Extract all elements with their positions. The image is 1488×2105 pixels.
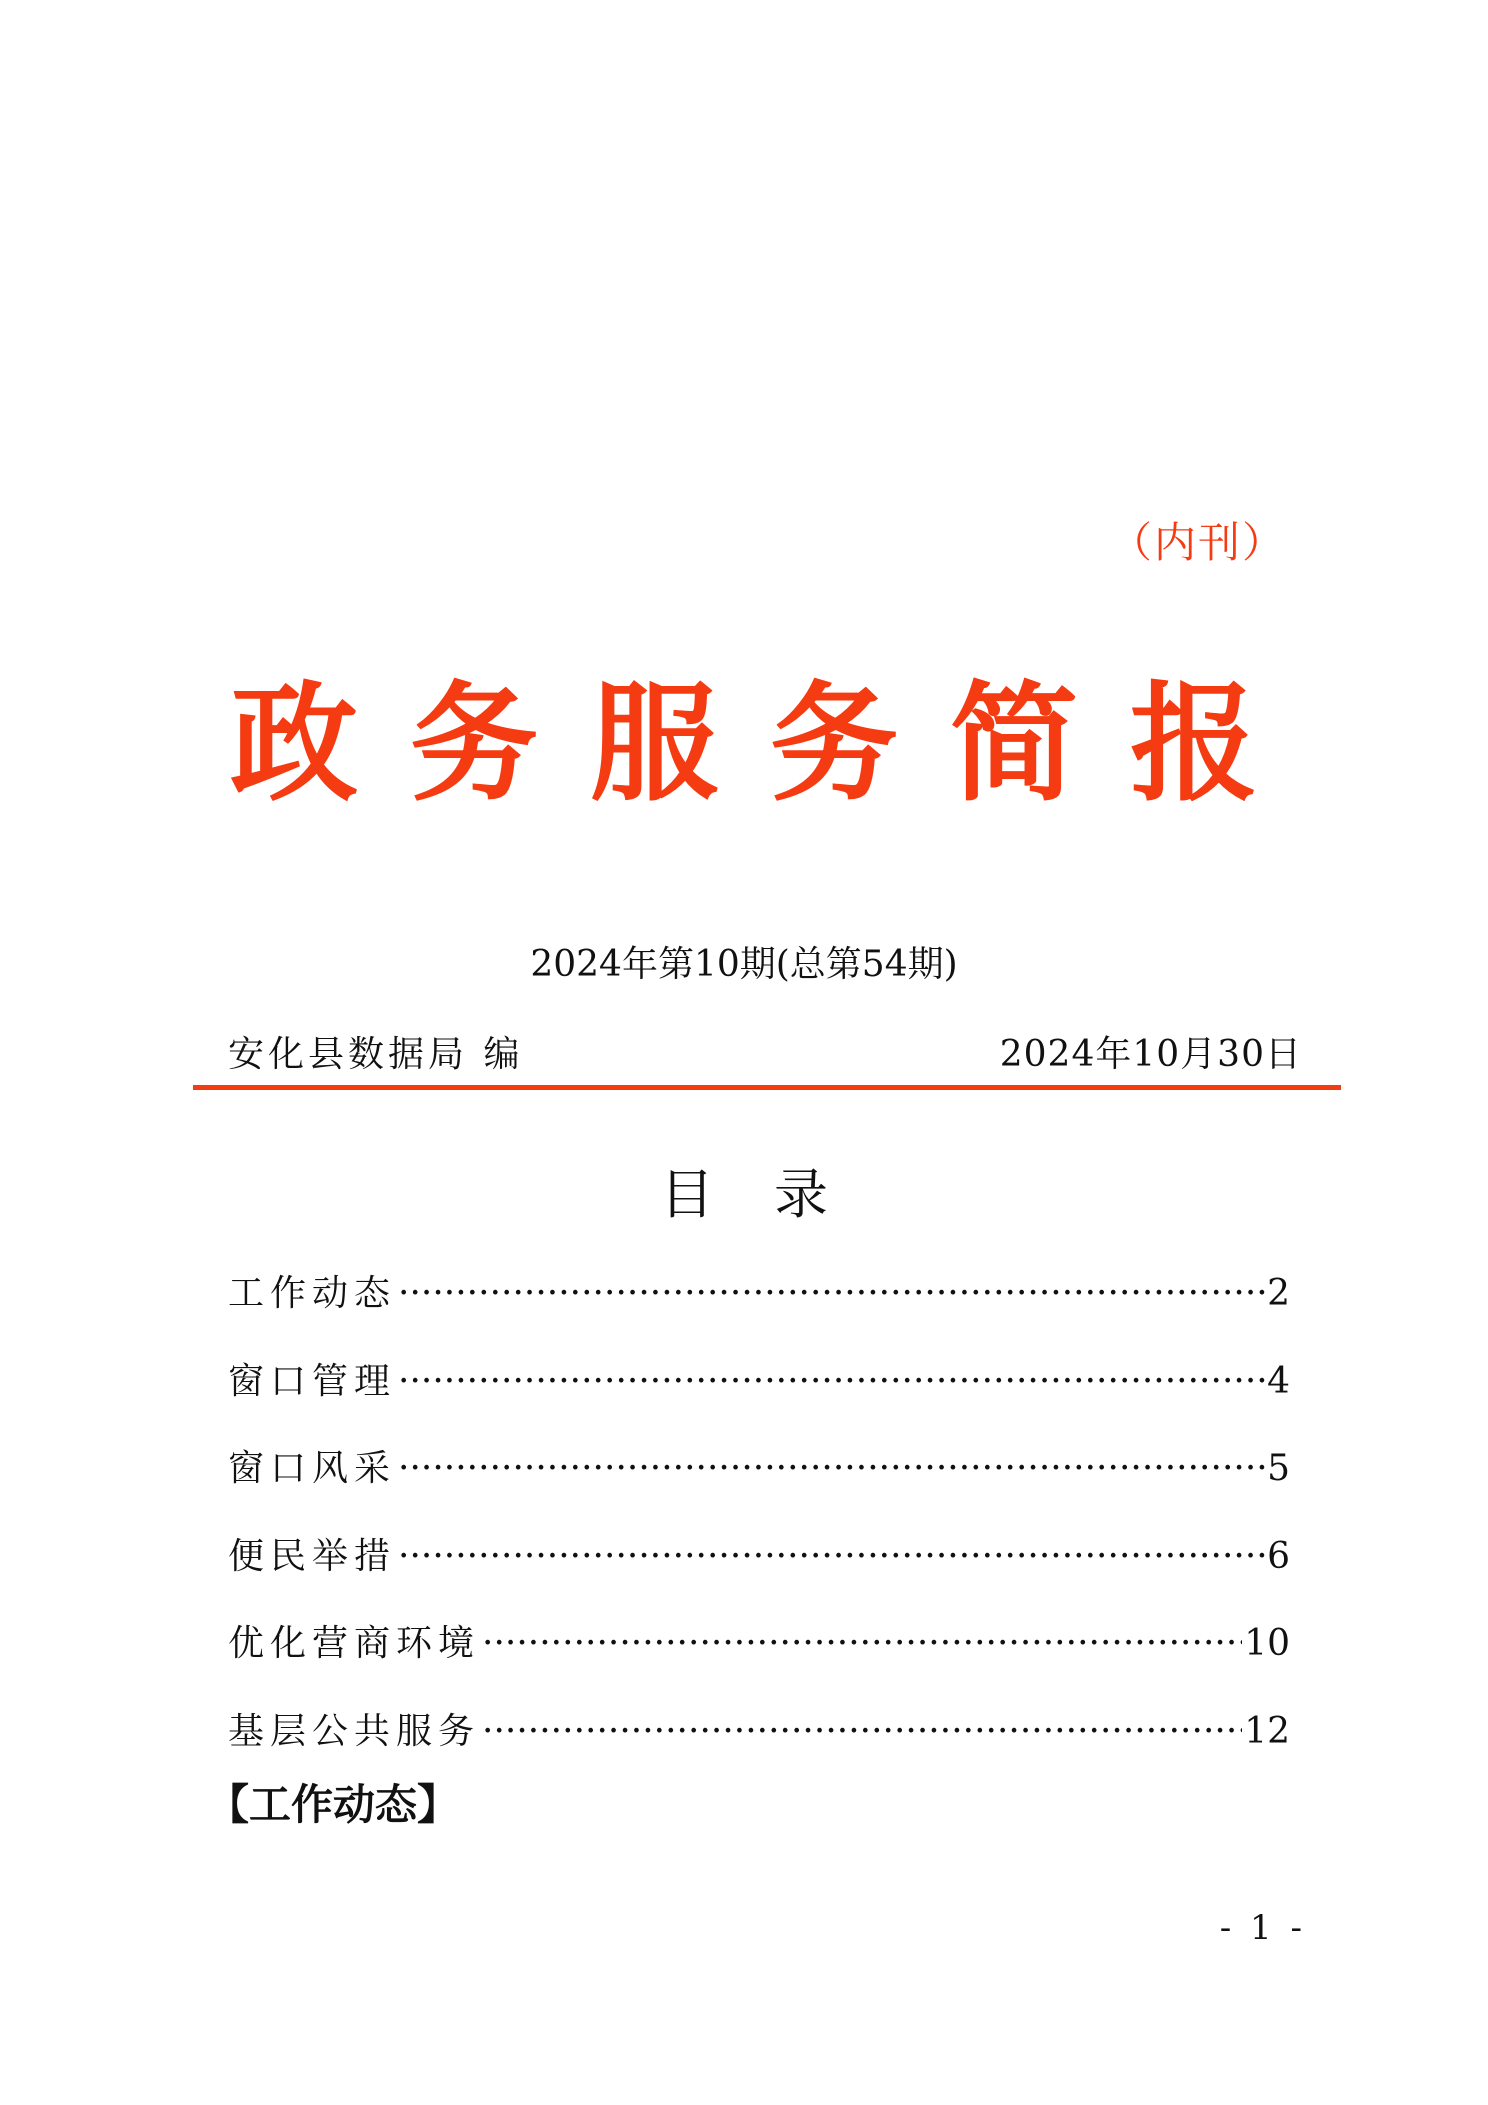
toc-leader-dots xyxy=(482,1614,1242,1674)
toc-item[interactable] xyxy=(228,1614,1290,1702)
toc-item-page: 4 xyxy=(1267,1360,1290,1402)
toc-item-label: 优化营商环境 xyxy=(228,1623,481,1664)
toc-item[interactable] xyxy=(228,1264,1290,1352)
toc-item-label: 窗口风采 xyxy=(228,1448,397,1489)
internal-publication-tag: （内刊） xyxy=(1109,518,1286,567)
toc-item-page: 10 xyxy=(1244,1623,1290,1664)
toc-leader-dots xyxy=(398,1352,1265,1412)
publication-date: 2024年10月30日 xyxy=(999,1034,1302,1075)
toc-item-label: 工作动态 xyxy=(228,1273,397,1314)
table-of-contents xyxy=(228,1264,1290,1789)
toc-item-page: 6 xyxy=(1267,1535,1290,1577)
toc-leader-dots xyxy=(398,1439,1265,1499)
header-divider xyxy=(193,1085,1341,1090)
issue-number: 2024年第10期(总第54期) xyxy=(530,944,958,985)
bulletin-masthead: 政务服务简报 xyxy=(229,670,1310,819)
toc-leader-dots xyxy=(398,1264,1265,1324)
section-heading: 【工作动态】 xyxy=(207,1780,460,1829)
toc-item-label: 窗口管理 xyxy=(228,1360,397,1402)
toc-item[interactable] xyxy=(228,1527,1290,1615)
toc-item-label: 基层公共服务 xyxy=(228,1710,481,1752)
toc-item-page: 2 xyxy=(1267,1273,1290,1314)
toc-item-label: 便民举措 xyxy=(228,1535,397,1577)
toc-item[interactable] xyxy=(228,1352,1290,1440)
page-number: - 1 - xyxy=(1219,1908,1306,1948)
editor-organization: 安化县数据局 编 xyxy=(228,1034,524,1075)
toc-item[interactable] xyxy=(228,1439,1290,1527)
toc-leader-dots xyxy=(482,1702,1242,1762)
toc-item-page: 12 xyxy=(1244,1710,1290,1752)
toc-leader-dots xyxy=(398,1527,1265,1587)
toc-item-page: 5 xyxy=(1267,1448,1290,1489)
toc-title: 目录 xyxy=(660,1163,888,1226)
